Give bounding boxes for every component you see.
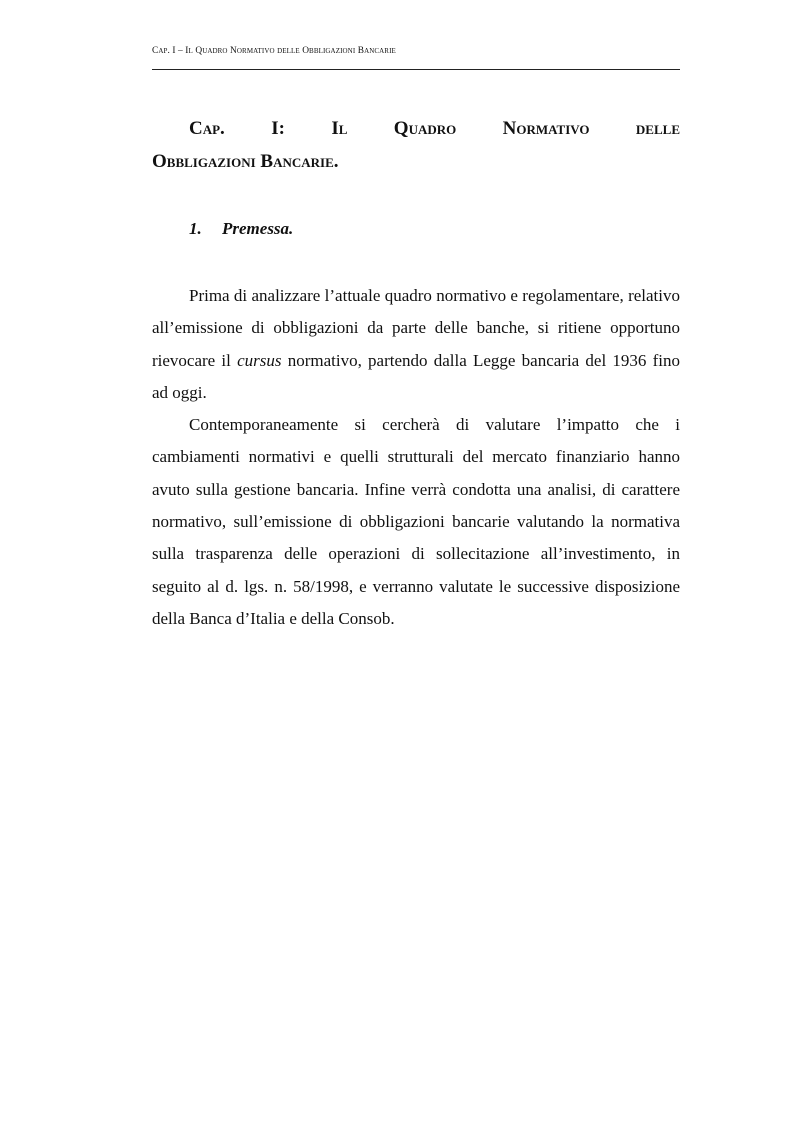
- header-divider: [152, 69, 680, 70]
- running-header: Cap. I – Il Quadro Normativo delle Obbligazioni Bancarie: [152, 46, 396, 56]
- chapter-title: [152, 112, 680, 178]
- chapter-title-line-2: Obbligazioni Bancarie.: [152, 151, 339, 172]
- paragraph-1: [152, 280, 680, 409]
- body-text: [152, 280, 680, 635]
- paragraph-1-text-end: normativo, partendo dalla Legge bancaria del 1936 fino ad oggi.: [152, 350, 680, 402]
- paragraph-2: Contemporaneamente si cercherà di valutare l’impatto che i cambiamenti normativi e quelli strutturali del mercato finanziario hanno avuto sulla gestione bancaria. Infine verrà condotta una analisi, di carattere normativo, sull’emissione di obbligazioni bancarie valutando la normativa sulla trasparenza delle operazioni di sollecitazione all’investimento, in seguito al d. lgs. n. 58/1998, e verranno valutate le successive disposizione della Banca d’Italia e della Consob.: [152, 415, 680, 628]
- section-heading: [189, 219, 293, 239]
- section-number: 1.: [189, 219, 202, 238]
- section-title: Premessa.: [222, 219, 294, 238]
- paragraph-1-italic-term: cursus: [237, 350, 282, 370]
- paragraph-1-text-start: Prima di analizzare l’attuale quadro normativo e regolamentare, relativo all’emissione di obbligazioni da parte delle banche, si ritiene opportuno rievocare il: [152, 286, 680, 370]
- chapter-title-line-1: Cap. I: Il Quadro Normativo delle: [189, 118, 680, 139]
